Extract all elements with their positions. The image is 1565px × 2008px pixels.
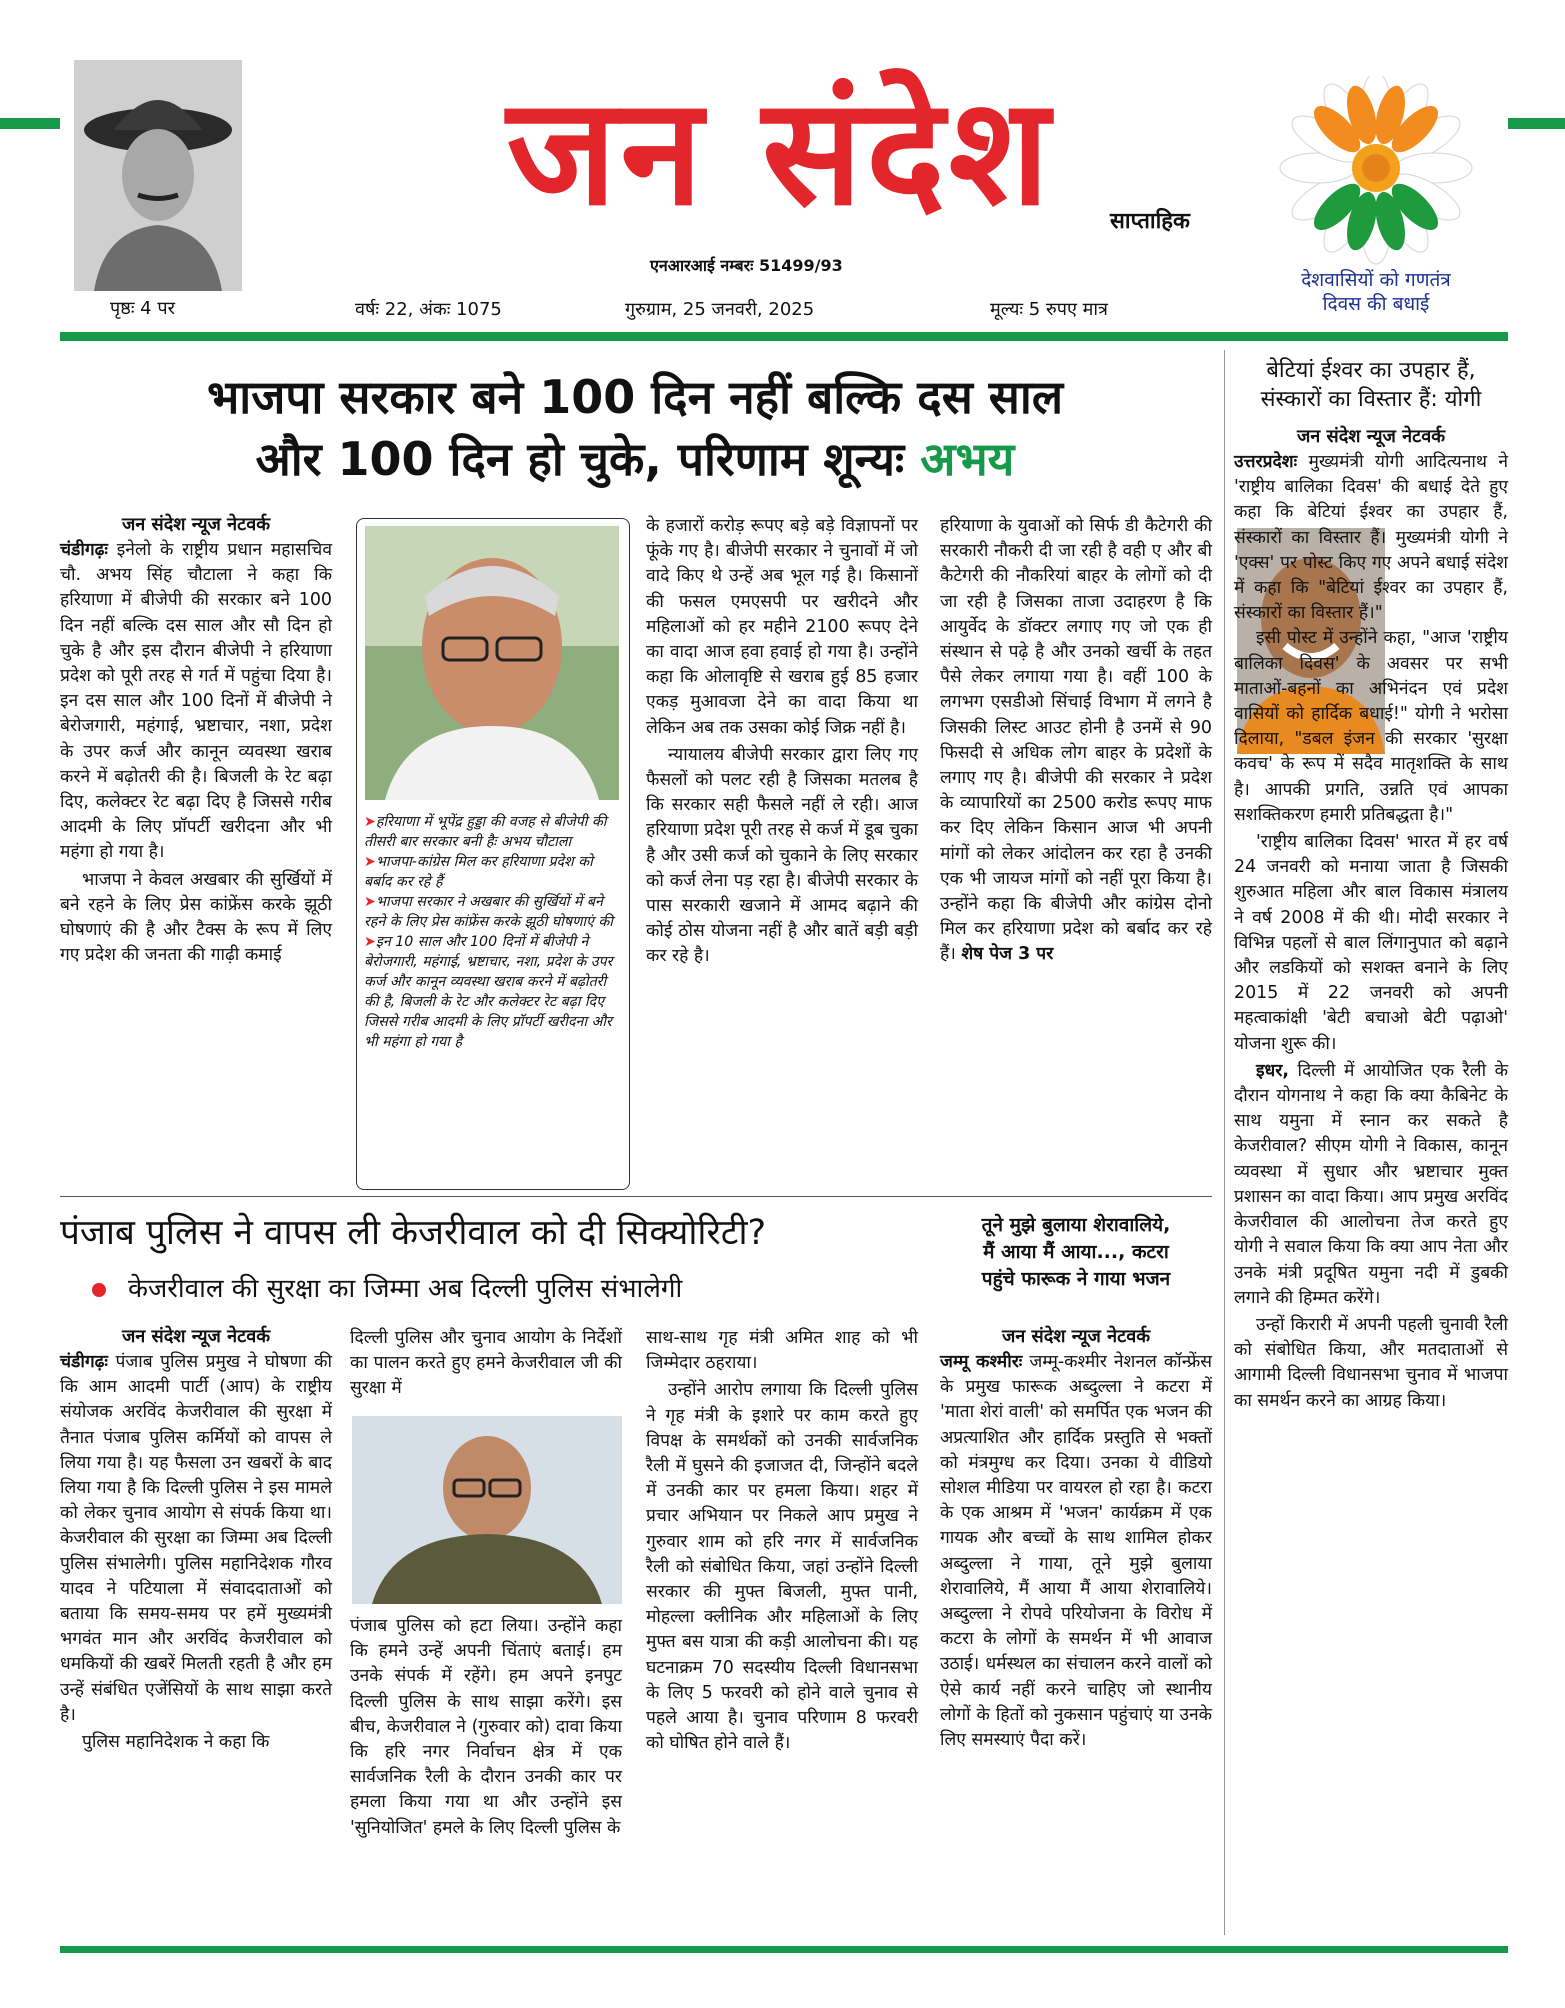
portrait-photo xyxy=(74,60,242,291)
side-headline-line2: संस्कारों का विस्तार हैं: योगी xyxy=(1260,387,1482,412)
lead-byline: जन संदेश न्यूज नेटवर्क xyxy=(121,514,271,535)
second-byline: जन संदेश न्यूज नेटवर्क xyxy=(121,1326,271,1347)
lead-column-4 xyxy=(940,514,1212,970)
column-divider xyxy=(1224,350,1225,1935)
side-headline-line1: बेटियां ईश्वर का उपहार हैं, xyxy=(1266,358,1476,383)
top-rule-right xyxy=(1508,118,1565,129)
side-headline xyxy=(1234,356,1508,414)
third-dateline: जम्मू कश्मीरः xyxy=(940,1352,1023,1372)
side-dateline: उत्तरप्रदेशः xyxy=(1234,452,1298,472)
continued-note: शेष पेज 3 पर xyxy=(961,944,1054,965)
third-byline: जन संदेश न्यूज नेटवर्क xyxy=(1001,1326,1151,1347)
side-byline: जन संदेश न्यूज नेटवर्क xyxy=(1296,426,1446,447)
second-column-2-top: दिल्ली पुलिस और चुनाव आयोग के निर्देशों का पालन करते हुए हमने केजरीवाल जी की सुरक्षा में xyxy=(350,1328,622,1399)
greeting-line2: दिवस की बधाई xyxy=(1322,293,1430,315)
place-date: गुरुग्राम, 25 जनवरी, 2025 xyxy=(625,299,815,320)
third-headline-line2: मैं आया मैं आया..., कटरा xyxy=(983,1241,1169,1263)
lead-col4-p1: हरियाणा के युवाओं को सिर्फ डी कैटेगरी की सरकारी नौकरी दी जा रही है वही ए और बी कैटेगरी की नौकरियां बाहर के लोगों को दी जा रही है जिसका ताजा उदाहरण है कि आयुर्वेद के डॉक्टर लगाए गए जो एक ही संस्थान से पढ़े है और उनको खर्ची के तहत पैसे लेकर लगाया गया है। वहीं 100 के लगभग एसडीओ सिंचाई विभाग में लगने है जिसकी लिस्ट आउट होनी है उनमें से 90 फिसदी से अधिक लोग बाहर के प्रदेशों के लगाए गए है। बीजेपी की सरकार ने प्रदेश के व्यापारियों का 2500 करोड रूपए माफ कर दिए लेकिन किसान आज भी अपनी मांगों को लेकर आंदोलन कर रहा है उनकी एक भी जायज मांगों को नहीं पूरा किया है। उन्होंने कहा कि बीजेपी और कांग्रेस दोनो मिल कर हरियाणा प्रदेश को बर्बाद कर रहे हैं। xyxy=(940,516,1212,965)
lead-headline-line1: भाजपा सरकार बने 100 दिन नहीं बल्कि दस साल xyxy=(206,370,1064,424)
flower-image xyxy=(1262,76,1490,266)
second-col3-p2: उन्होंने आरोप लगाया कि दिल्ली पुलिस ने गृह मंत्री के इशारे पर काम करते हुए विपक्ष के समर्थकों को उनकी सार्वजनिक रैली में घुसने की इजाजत दी, जिन्होंने बदले में उनकी कार पर हमला किया। शहर में प्रचार अभियान पर निकले आप प्रमुख ने गुरुवार शाम को हरि नगर में सार्वजनिक रैली को संबोधित किया, जहां उन्होंने दिल्ली सरकार की मुफ्त बिजली, मुफ्त पानी, मोहल्ला क्लीनिक और महिलाओं के लिए मुफ्त बस यात्रा की कड़ी आलोचना की। यह घटनाक्रम 70 सदस्यीय दिल्ली विधानसभा के लिए 5 फरवरी को होने वाले चुनाव से पहले आया है। चुनाव परिणाम 8 फरवरी को घोषित होने वाले हैं। xyxy=(646,1380,918,1754)
lead-col1-p1: इनेलो के राष्ट्रीय प्रधान महासचिव चौ. अभय सिंह चौटाला ने कहा कि हरियाणा में बीजेपी की सरकार बने 100 दिन नहीं बल्कि दस साल और सौ दिन हो चुके है और इस दौरान बीजेपी ने हरियाणा प्रदेश को पूरी तरह से गर्त में पहुंचा दिया है। इन दस साल और 100 दिनों में बीजेपी ने बेरोजगारी, महंगाई, भ्रष्टाचार, नशा, प्रदेश के उपर कर्ज और कानून व्यवस्था खराब करने में बढ़ोतरी की है। बिजली के रेट बढ़ा दिए, कलेक्टर रेट बढ़ा दिए है जिससे गरीब आदमी के लिए प्रॉपर्टी खरीदना और भी महंगा हो गया है। xyxy=(60,540,332,863)
reg-no: एनआरआई नम्बरः 51499/93 xyxy=(650,256,843,275)
greeting-line1: देशवासियों को गणतंत्र xyxy=(1301,269,1451,291)
second-dateline: चंडीगढ़ः xyxy=(60,1352,108,1372)
lead-column-1 xyxy=(60,512,332,970)
highlight-item: ➤भाजपा-कांग्रेस मिल कर हरियाणा प्रदेश को बर्बाद कर रहे हैं xyxy=(364,854,593,890)
second-col1-text: पंजाब पुलिस प्रमुख ने घोषणा की कि आम आदमी पार्टी (आप) के राष्ट्रीय संयोजक अरविंद केजरीवाल की सुरक्षा में तैनात पंजाब पुलिस कर्मियों को वापस ले लिया गया है। यह फैसला उन खबरों के बाद लिया गया है कि दिल्ली पुलिस ने इस मामले को लेकर चुनाव आयोग से संपर्क किया था। केजरीवाल की सुरक्षा का जिम्मा अब दिल्ली पुलिस संभालेगी। पुलिस महानिदेशक गौरव यादव ने पटियाला में संवाददाताओं को बताया कि समय-समय पर हमें मुख्यमंत्री भगवंत मान और अरविंद केजरीवाल को धमकियों की खबरें मिलती रहती है और हम उन्हें संबंधित एजेंसियों के साथ साझा करते है। xyxy=(60,1352,333,1725)
second-headline: पंजाब पुलिस ने वापस ली केजरीवाल को दी सिक्योरिटी? xyxy=(60,1213,767,1253)
third-body: जम्मू-कश्मीर नेशनल कॉन्फ्रेंस के प्रमुख फारूक अब्दुल्ला ने कटरा में 'माता शेरां वाली' को समर्पित एक भजन की अप्रत्याशित और हार्दिक प्रस्तुति से भक्तों को मंत्रमुग्ध कर दिया। उनका ये वीडियो सोशल मीडिया पर वायरल हो रहा है। कटरा के एक आश्रम में 'भजन' कार्यक्रम में एक गायक और बच्चों के साथ शामिल होकर अब्दुल्ला ने गाया, तूने मुझे बुलाया शेरावालिये, मैं आया मैं आया शेरावालिये। अब्दुल्ला ने रोपवे परियोजना के विरोध में कटरा के लोगों के समर्थन में भी आवाज उठाई। धर्मस्थल का संचालन करने वालों को ऐसे कार्य नहीं करने चाहिए जो स्थानीय लोगों के हितों को नुकसान पहुंचाएं या उनके लिए समस्याएं पैदा करें। xyxy=(940,1352,1212,1751)
second-column-1 xyxy=(60,1324,332,1757)
masthead-subtitle: साप्ताहिक xyxy=(1110,209,1190,234)
page-ref: पृष्ठः 4 पर xyxy=(110,298,175,319)
side-p2: इसी पोस्ट में उन्होंने कहा, "आज 'राष्ट्रीय बालिका दिवस' के अवसर पर सभी माताओं-बहनों का अभिनंदन एवं प्रदेश वासियों को हार्दिक बधाई!" योगी ने भरोसा दिलाया, "डबल इंजन की सरकार 'सुरक्षा कवच' के रूप में सदैव मातृशक्ति के साथ है। आपकी प्रगति, उन्नति एवं आपका सशक्तिकरण हमारी प्रतिबद्धता है।" xyxy=(1234,628,1508,825)
side-p5: उन्हों किरारी में अपनी पहली चुनावी रैली को संबोधित किया, और मतदाताओं से आगामी दिल्ली विधानसभा चुनाव में भाजपा का समर्थन करने का आग्रह किया। xyxy=(1234,1314,1508,1411)
second-subheadline xyxy=(92,1272,928,1306)
side-p4: दिल्ली में आयोजित एक रैली के दौरान योगनाथ ने कहा कि क्या कैबिनेट के साथ यमुना में स्नान कर सकते है केजरीवाल? सीएम योगी ने विकास, कानून व्यवस्था में सुधार और भ्रष्टाचार मुक्त प्रशासन का वादा किया। आप प्रमुख अरविंद केजरीवाल की आलोचना तेज करते हुए योगी ने सवाल किया कि क्या आप नेता और उनके मंत्री प्रदूषित यमुना नदी में डुबकी लगाने की हिम्मत करेंगे। xyxy=(1234,1060,1508,1308)
lead-col3-p1: के हजारों करोड़ रूपए बड़े बड़े विज्ञापनों पर फूंके गए है। बीजेपी सरकार ने चुनावों में जो वादे किए थे उन्हें अब भूल गई है। किसानों की फसल एमएसपी पर खरीदने और महिलाओं को हर महीने 2100 रूपए देने का वादा आज हवा हवाई हो गया है। उन्होंने कहा कि ओलावृष्टि से खराब हुई 85 हजार एकड़ मुआवजा देने का वादा किया था लेकिन अब तक उसका कोई जिक्र नहीं है। xyxy=(646,516,918,738)
lead-column-3 xyxy=(646,514,918,972)
side-p3: 'राष्ट्रीय बालिका दिवस' भारत में हर वर्ष 24 जनवरी को मनाया जाता है जिसकी शुरुआत महिला और बाल विकास मंत्रालय ने वर्ष 2008 में की थी। मोदी सरकार ने विभिन्न पहलों से बाल लिंगानुपात को बढ़ाने और लडकियों को सशक्त बनाने के लिए 2015 में 22 जनवरी को अपनी महत्वाकांक्षी 'बेटी बचाओ बेटी पढ़ाओ' योजना शुरू की। xyxy=(1234,832,1508,1054)
section-divider xyxy=(60,1196,1212,1197)
highlight-item: ➤हरियाणा में भूपेंद्र हुड्डा की वजह से बीजेपी की तीसरी बार सरकार बनी हैः अभय चौटाला xyxy=(364,814,607,850)
price: मूल्यः 5 रुपए मात्र xyxy=(990,299,1108,320)
second-column-2-bottom: पंजाब पुलिस को हटा लिया। उन्होंने कहा कि हमने उन्हें अपनी चिंताएं बताई। हम उनके संपर्क में रहेंगे। हम अपने इनपुट दिल्ली पुलिस के साथ साझा करेंगे। इस बीच, केजरीवाल ने (गुरुवार को) दावा किया कि हरि नगर निर्वाचन क्षेत्र में एक सार्वजनिक रैली के दौरान उनकी कार पर हमला किया गया था और उन्होंने इस 'सुनियोजित' हमले के लिए दिल्ली पुलिस के xyxy=(350,1616,622,1838)
lead-highlights xyxy=(364,812,620,1052)
masthead-divider xyxy=(60,332,1508,341)
third-headline-line3: पहुंचे फारूक ने गाया भजन xyxy=(981,1268,1171,1290)
second-column-3 xyxy=(646,1326,918,1758)
bottom-rule xyxy=(60,1946,1508,1953)
second-subheadline-text: केजरीवाल की सुरक्षा का जिम्मा अब दिल्ली पुलिस संभालेगी xyxy=(128,1274,683,1304)
side-p4-lead: इधर, xyxy=(1256,1060,1289,1081)
lead-headline-line2 xyxy=(60,430,1210,488)
second-col3-p1: साथ-साथ गृह मंत्री अमित शाह को भी जिम्मेदार ठहराया। xyxy=(646,1328,918,1374)
third-headline xyxy=(940,1212,1212,1293)
second-col1-p2: पुलिस महानिदेशक ने कहा कि xyxy=(82,1732,270,1753)
side-intro: मुख्यमंत्री योगी आदित्यनाथ ने 'राष्ट्रीय बालिका दिवस' की बधाई देते हुए कहा कि बेटियां ईश्वर का उपहार हैं, संस्कारों का विस्तार हैं। मुख्यमंत्री योगी ने 'एक्स' पर पोस्ट किए गए अपने बधाई संदेश में कहा कि "बेटियां ईश्वर का उपहार हैं, संस्कारों का विस्तार हैं।" xyxy=(1234,452,1508,624)
top-rule-left xyxy=(0,118,60,129)
side-story-text xyxy=(1234,450,1508,1416)
lead-headline-line2-main: और 100 दिन हो चुके, परिणाम शून्यः xyxy=(255,432,905,486)
lead-col1-p2: भाजपा ने केवल अखबार की सुर्खियों में बने रहने के लिए प्रेस कांफ्रेंस करके झूठी घोषणाएं की है और टैक्स के रूप में लिए गए प्रदेश की जनता की गाढ़ी कमाई xyxy=(60,869,332,966)
lead-dateline: चंडीगढ़ः xyxy=(60,540,108,560)
lead-photo xyxy=(365,526,619,800)
lead-headline-name: अभय xyxy=(920,432,1015,486)
highlight-item: ➤इन 10 साल और 100 दिनों में बीजेपी ने बेरोजगारी, महंगाई, भ्रष्टाचार, नशा, प्रदेश के उपर कर्ज और कानून व्यवस्था खराब करने में बढ़ोतरी की है, बिजली के रेट और कलेक्टर रेट बढ़ा दिए जिससे गरीब आदमी के लिए प्रॉपर्टी खरीदना और भी महंगा हो गया है xyxy=(364,934,613,1050)
bullet-icon xyxy=(92,1283,106,1297)
third-headline-line1: तूने मुझे बुलाया शेरावालिये, xyxy=(981,1214,1171,1236)
lead-col1-text xyxy=(60,538,332,968)
highlight-item: ➤भाजपा सरकार ने अखबार की सुर्खियों में बने रहने के लिए प्रेस कांफ्रेंस करके झूठी घोषणाएं की xyxy=(364,894,613,930)
third-column xyxy=(940,1324,1212,1755)
lead-col3-p2: न्यायालय बीजेपी सरकार द्वारा लिए गए फैसलों को पलट रही है जिसका मतलब है कि सरकार सही फैसले नहीं ले रही। आज हरियाणा प्रदेश पूरी तरह से कर्ज में डूब चुका है और उसी कर्ज को चुकाने के लिए सरकार को कर्ज लेना पड़ रहा है। बीजेपी सरकार के पास सरकारी खजाने में आमद बढ़ाने की कोई ठोस योजना नहीं है और बातें बड़ी बड़ी कर रहे है। xyxy=(646,744,919,967)
volume-info: वर्षः 22, अंकः 1075 xyxy=(355,299,502,320)
second-photo xyxy=(352,1416,622,1604)
masthead-title: जन संदेश xyxy=(506,66,1054,238)
